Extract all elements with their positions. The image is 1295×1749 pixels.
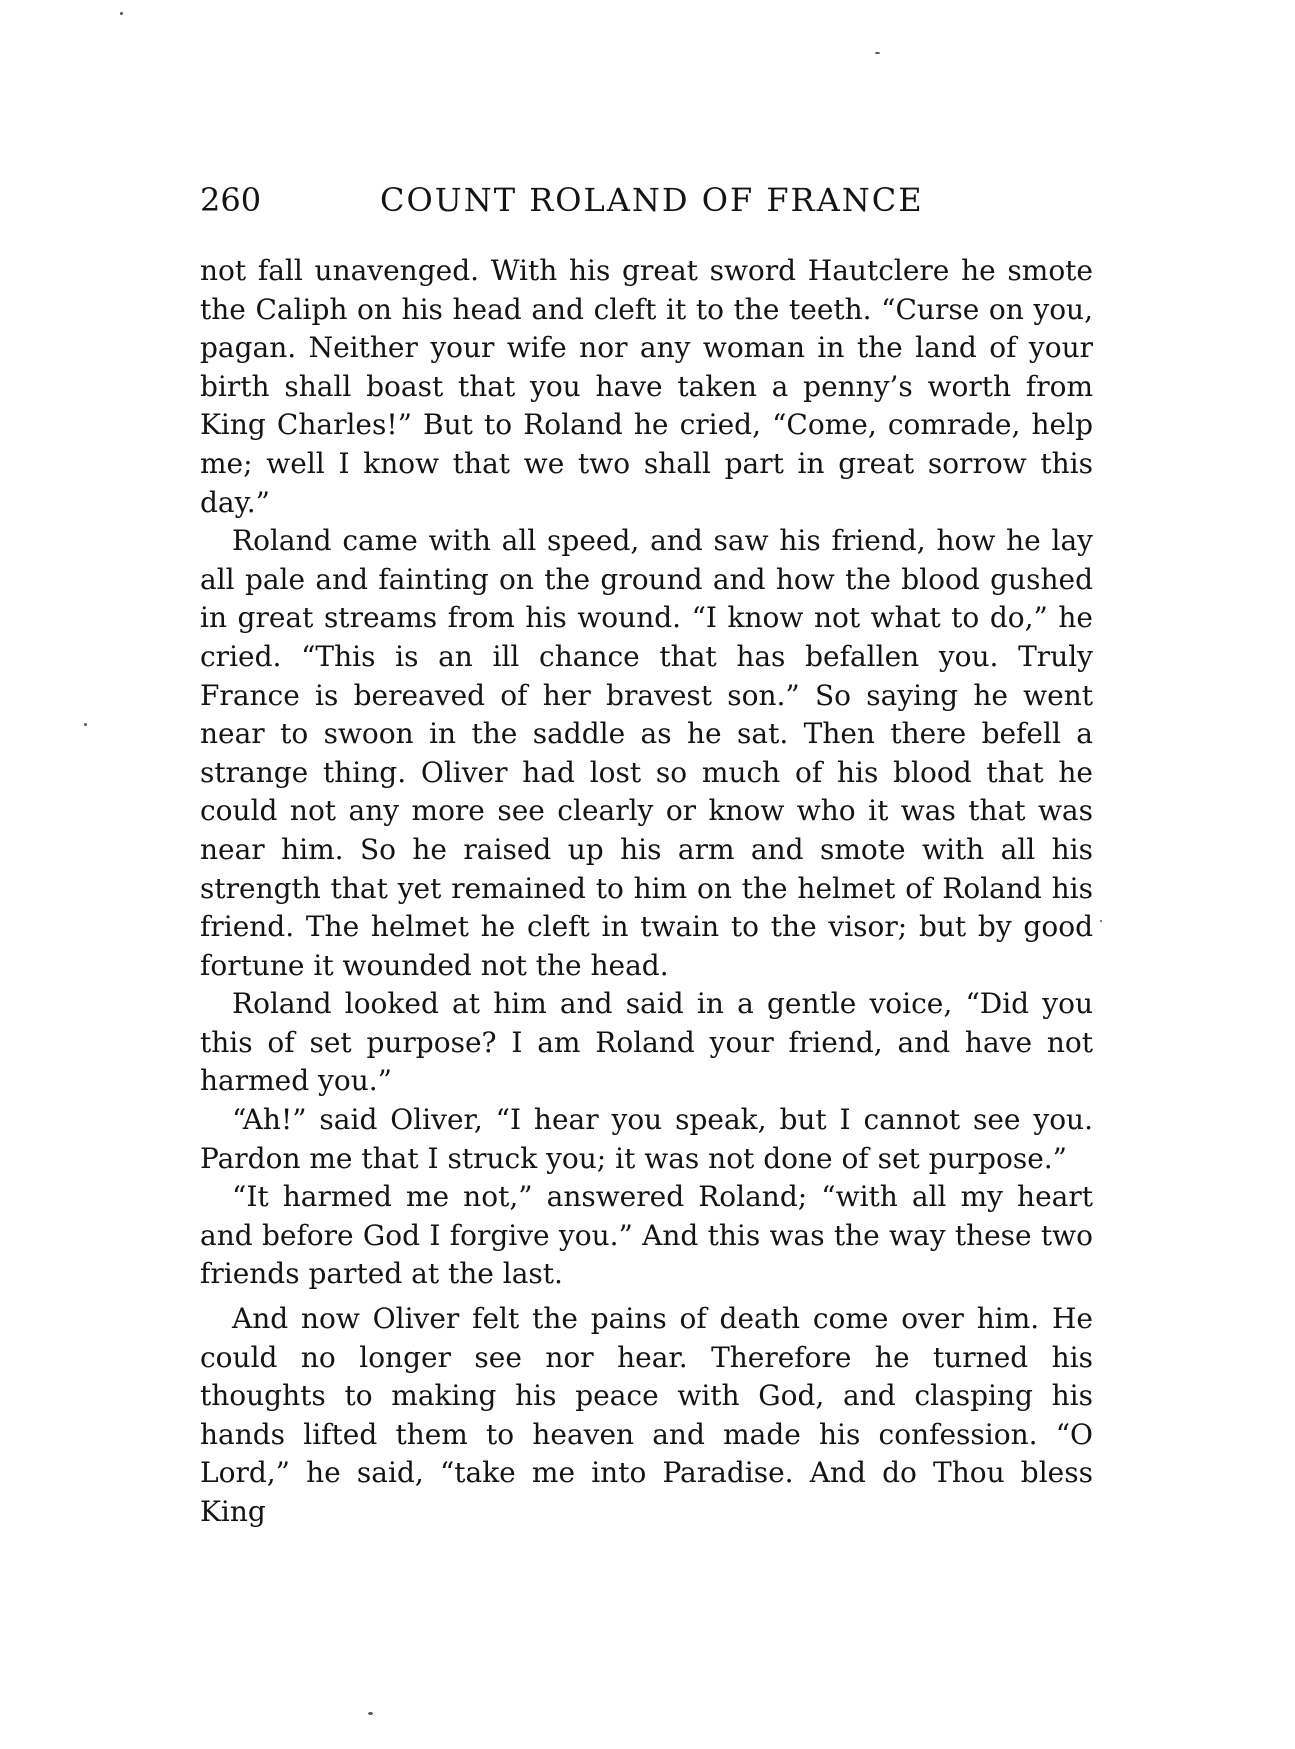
book-title: COUNT ROLAND OF FRANCE [380, 181, 924, 219]
paragraph: “Ah!” said Oliver, “I hear you speak, but I cannot see you. Pardon me that I struck you; it was not done of set purpose.” [200, 1103, 1093, 1175]
page-number: 260 [200, 181, 262, 219]
paragraph: And now Oliver felt the pains of death come over him. He could no longer see nor hear. Therefore he turned his thoughts to making his peace with God, and clasping his hands lifted them to heaven and made his confession. “O Lord,” he said, “take me into Paradise. And do Thou bless King [200, 1302, 1093, 1528]
paragraph: “It harmed me not,” answered Roland; “with all my heart and before God I forgive you.” And this was the way these two friends parted at the last. [200, 1180, 1093, 1291]
scan-speck [120, 12, 123, 15]
paragraph: Roland came with all speed, and saw his friend, how he lay all pale and fainting on the ground and how the blood gushed in great streams from his wound. “I know not what to do,” he cried. “This is an ill chance that has befallen you. Truly France is bereaved of her bravest son.” So saying he went near to swoon in the saddle as he sat. Then there befell a strange thing. Oliver had lost so much of his blood that he could not any more see clearly or know who it was that was near him. So he raised up his arm and smote with all his strength that yet remained to him on the helmet of Roland his friend. The helmet he cleft in twain to the visor; but by good fortune it wounded not the head. [200, 524, 1093, 982]
paragraph: Roland looked at him and said in a gentle voice, “Did you this of set purpose? I am Roland your friend, and have not harmed you.” [200, 987, 1093, 1098]
scan-speck [875, 52, 880, 54]
paragraph: not fall unavenged. With his great sword Hautclere he smote the Caliph on his head and cleft it to the teeth. “Curse on you, pagan. Neither your wife nor any woman in the land of your birth shall boast that you have taken a penny’s worth from King Charles!” But to Roland he cried, “Come, comrade, help me; well I know that we two shall part in great sorrow this day.” [200, 254, 1093, 519]
body-text [200, 252, 1093, 1532]
scan-speck [368, 1712, 373, 1715]
running-head [200, 180, 1093, 220]
scan-speck [84, 723, 87, 726]
scan-speck [1100, 920, 1102, 922]
